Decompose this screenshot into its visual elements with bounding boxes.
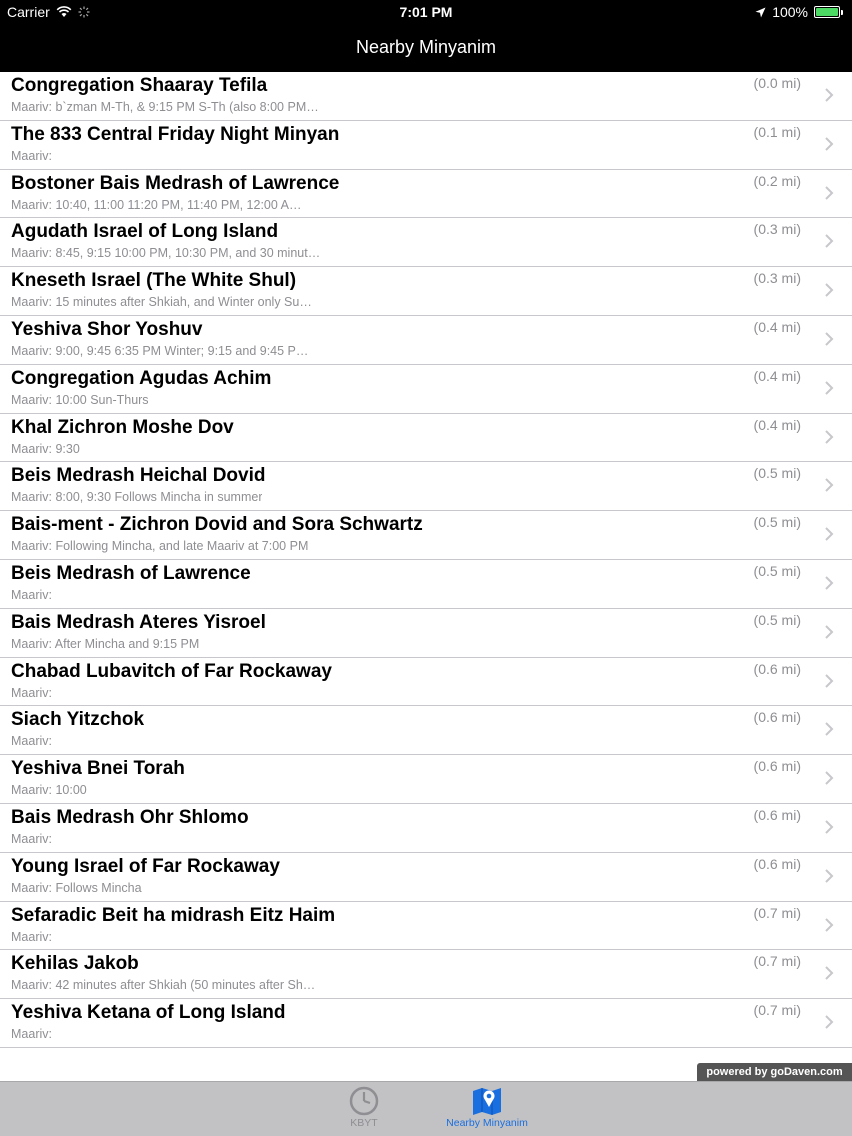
status-bar <box>0 0 852 24</box>
tab-nearby-minyanim[interactable] <box>437 1085 537 1129</box>
minyan-times: Maariv: 10:40, 11:00 11:20 PM, 11:40 PM, 12:00 A… <box>11 197 302 212</box>
distance-label: (0.4 mi) <box>753 416 801 433</box>
list-item[interactable] <box>0 658 852 707</box>
list-item[interactable] <box>0 902 852 951</box>
minyan-name: Yeshiva Shor Yoshuv <box>11 318 203 340</box>
minyan-list[interactable] <box>0 72 852 1048</box>
tab-nearby-label: Nearby Minyanim <box>446 1117 528 1129</box>
status-time: 7:01 PM <box>399 4 453 20</box>
distance-label: (0.6 mi) <box>753 660 801 677</box>
distance-label: (0.4 mi) <box>753 367 801 384</box>
minyan-times: Maariv: <box>11 685 52 700</box>
distance-label: (0.5 mi) <box>753 611 801 628</box>
chevron-right-icon <box>824 721 834 737</box>
list-item[interactable] <box>0 511 852 560</box>
chevron-right-icon <box>824 429 834 445</box>
chevron-right-icon <box>824 331 834 347</box>
minyan-times: Maariv: Following Mincha, and late Maariv at 7:00 PM <box>11 539 309 554</box>
list-item[interactable] <box>0 999 852 1048</box>
distance-label: (0.1 mi) <box>753 123 801 140</box>
list-item[interactable] <box>0 804 852 853</box>
chevron-right-icon <box>824 868 834 884</box>
distance-label: (0.5 mi) <box>753 562 801 579</box>
minyan-name: Bais-ment - Zichron Dovid and Sora Schwartz <box>11 514 423 536</box>
minyan-times: Maariv: <box>11 148 52 163</box>
clock-icon <box>349 1085 379 1117</box>
minyan-times: Maariv: <box>11 1027 52 1042</box>
chevron-right-icon <box>824 673 834 689</box>
minyan-times: Maariv: <box>11 929 52 944</box>
minyan-times: Maariv: 42 minutes after Shkiah (50 minutes after Sh… <box>11 978 316 993</box>
location-arrow-icon <box>755 7 766 18</box>
list-item[interactable] <box>0 706 852 755</box>
chevron-right-icon <box>824 233 834 249</box>
list-item[interactable] <box>0 462 852 511</box>
minyan-times: Maariv: Follows Mincha <box>11 880 142 895</box>
minyan-times: Maariv: After Mincha and 9:15 PM <box>11 636 200 651</box>
distance-label: (0.6 mi) <box>753 855 801 872</box>
minyan-times: Maariv: 8:45, 9:15 10:00 PM, 10:30 PM, and 30 minut… <box>11 246 321 261</box>
distance-label: (0.5 mi) <box>753 465 801 482</box>
chevron-right-icon <box>824 1014 834 1030</box>
chevron-right-icon <box>824 770 834 786</box>
distance-label: (0.7 mi) <box>753 904 801 921</box>
powered-by-badge[interactable]: powered by goDaven.com <box>697 1063 852 1081</box>
chevron-right-icon <box>824 136 834 152</box>
distance-label: (0.3 mi) <box>753 221 801 238</box>
minyan-name: Khal Zichron Moshe Dov <box>11 416 234 438</box>
distance-label: (0.6 mi) <box>753 709 801 726</box>
distance-label: (0.6 mi) <box>753 758 801 775</box>
page-title: Nearby Minyanim <box>355 37 497 57</box>
distance-label: (0.6 mi) <box>753 806 801 823</box>
chevron-right-icon <box>824 819 834 835</box>
minyan-name: Siach Yitzchok <box>11 709 145 731</box>
distance-label: (0.2 mi) <box>753 172 801 189</box>
carrier-label: Carrier <box>7 4 50 20</box>
minyan-times: Maariv: 8:00, 9:30 Follows Mincha in summer <box>11 490 263 505</box>
minyan-name: Congregation Shaaray Tefila <box>11 75 268 96</box>
chevron-right-icon <box>824 965 834 981</box>
minyan-name: Kneseth Israel (The White Shul) <box>11 270 297 292</box>
tab-kbyt-label: KBYT <box>350 1117 378 1129</box>
minyan-times: Maariv: 10:00 <box>11 783 87 798</box>
chevron-right-icon <box>824 185 834 201</box>
chevron-right-icon <box>824 380 834 396</box>
minyan-name: Young Israel of Far Rockaway <box>11 855 280 877</box>
chevron-right-icon <box>824 917 834 933</box>
minyan-times: Maariv: 10:00 Sun-Thurs <box>11 392 149 407</box>
minyan-name: Yeshiva Ketana of Long Island <box>11 1002 286 1024</box>
map-pin-icon <box>472 1085 502 1117</box>
list-item[interactable] <box>0 267 852 316</box>
chevron-right-icon <box>824 575 834 591</box>
minyan-name: Chabad Lubavitch of Far Rockaway <box>11 660 332 682</box>
tab-kbyt[interactable] <box>314 1085 414 1129</box>
distance-label: (0.5 mi) <box>753 514 801 531</box>
list-item[interactable] <box>0 218 852 267</box>
list-item[interactable] <box>0 755 852 804</box>
list-item[interactable] <box>0 853 852 902</box>
minyan-times: Maariv: 9:30 <box>11 441 80 456</box>
list-item[interactable] <box>0 365 852 414</box>
minyan-times: Maariv: <box>11 587 52 602</box>
list-item[interactable] <box>0 121 852 170</box>
minyan-times: Maariv: <box>11 831 52 846</box>
distance-label: (0.3 mi) <box>753 270 801 287</box>
list-item[interactable] <box>0 560 852 609</box>
minyan-name: The 833 Central Friday Night Minyan <box>11 123 340 145</box>
minyan-name: Beis Medrash Heichal Dovid <box>11 465 266 487</box>
minyan-name: Sefaradic Beit ha midrash Eitz Haim <box>11 904 336 926</box>
chevron-right-icon <box>824 477 834 493</box>
minyan-times: Maariv: 9:00, 9:45 6:35 PM Winter; 9:15 and 9:45 P… <box>11 343 309 358</box>
minyan-times: Maariv: b`zman M-Th, & 9:15 PM S-Th (also 8:00 PM… <box>11 100 319 114</box>
minyan-times: Maariv: 15 minutes after Shkiah, and Winter only Su… <box>11 295 312 310</box>
minyan-name: Bostoner Bais Medrash of Lawrence <box>11 172 340 194</box>
chevron-right-icon <box>824 282 834 298</box>
list-item[interactable] <box>0 950 852 999</box>
list-item[interactable] <box>0 72 852 121</box>
battery-percent: 100% <box>772 4 808 20</box>
minyan-name: Yeshiva Bnei Torah <box>11 758 185 780</box>
minyan-name: Kehilas Jakob <box>11 953 139 975</box>
distance-label: (0.7 mi) <box>753 1002 801 1019</box>
chevron-right-icon <box>824 526 834 542</box>
chevron-right-icon <box>824 624 834 640</box>
minyan-times: Maariv: <box>11 734 52 749</box>
distance-label: (0.4 mi) <box>753 318 801 335</box>
minyan-name: Bais Medrash Ateres Yisroel <box>11 611 266 633</box>
tab-bar <box>0 1081 852 1136</box>
minyan-name: Agudath Israel of Long Island <box>11 221 279 243</box>
navigation-bar <box>0 24 852 72</box>
battery-icon <box>814 6 840 18</box>
chevron-right-icon <box>824 87 834 103</box>
list-item[interactable] <box>0 170 852 219</box>
minyan-name: Congregation Agudas Achim <box>11 367 272 389</box>
list-item[interactable] <box>0 316 852 365</box>
status-right <box>755 4 840 20</box>
minyan-name: Bais Medrash Ohr Shlomo <box>11 806 249 828</box>
distance-label: (0.0 mi) <box>753 75 801 91</box>
list-item[interactable] <box>0 414 852 463</box>
distance-label: (0.7 mi) <box>753 953 801 970</box>
minyan-name: Beis Medrash of Lawrence <box>11 562 251 584</box>
list-item[interactable] <box>0 609 852 658</box>
